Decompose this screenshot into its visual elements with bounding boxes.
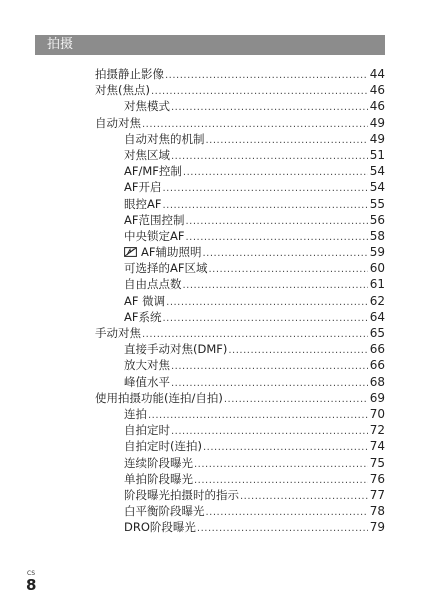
toc-entry-label <box>124 244 201 260</box>
toc-page-number: 69 <box>369 390 385 405</box>
toc-entry[interactable] <box>95 131 385 147</box>
toc-entry-label <box>124 309 161 325</box>
toc-page-number: 74 <box>369 439 385 454</box>
toc-entry-label <box>124 98 170 114</box>
toc-entry[interactable] <box>95 438 385 454</box>
section-header <box>35 35 385 55</box>
toc-page-number: 58 <box>369 228 385 243</box>
toc-entry[interactable] <box>95 147 385 163</box>
toc-entry-text: AF 微调 <box>124 293 166 308</box>
toc-page-number: 75 <box>369 455 385 470</box>
toc-dot-leader <box>202 246 367 262</box>
toc-entry-text: 自动对焦 <box>95 115 141 130</box>
toc-entry-label <box>124 276 182 292</box>
toc-dot-leader <box>162 198 367 214</box>
toc-dot-leader <box>206 505 368 521</box>
toc-entry-text: 对焦(焦点) <box>95 83 150 98</box>
toc-entry[interactable] <box>95 406 385 422</box>
toc-dot-leader <box>171 359 368 375</box>
toc-page-number: 66 <box>369 342 385 357</box>
toc-entry[interactable] <box>95 66 385 82</box>
toc-entry-text: 放大对焦 <box>124 358 170 373</box>
toc-entry-text: AF范围控制 <box>124 212 185 227</box>
toc-page-number: 44 <box>369 67 385 81</box>
toc-dot-leader <box>208 262 367 278</box>
toc-entry-text: AF系统 <box>124 309 162 324</box>
toc-page-number: 60 <box>369 261 385 276</box>
toc-entry[interactable] <box>95 244 385 260</box>
toc-dot-leader <box>183 278 368 294</box>
toc-entry-label <box>124 163 182 179</box>
flash-off-icon <box>124 247 137 257</box>
toc-page-number: 56 <box>369 212 385 227</box>
toc-entry-label <box>124 147 170 163</box>
toc-entry-label <box>124 341 227 357</box>
toc-entry[interactable] <box>95 228 385 244</box>
toc-page-number: 78 <box>369 504 385 519</box>
toc-dot-leader <box>185 230 367 246</box>
toc-page-number: 64 <box>369 309 385 324</box>
toc-entry-text: AF辅助照明 <box>141 245 202 260</box>
toc-page-number: 51 <box>369 147 385 162</box>
toc-entry[interactable] <box>95 422 385 438</box>
toc-entry-text: 峰值水平 <box>124 374 170 389</box>
toc-entry-label <box>95 325 141 341</box>
toc-page-number: 72 <box>369 423 385 438</box>
toc-entry-label <box>95 82 150 98</box>
toc-dot-leader <box>148 408 368 424</box>
toc-entry-label <box>124 503 205 519</box>
toc-entry-text: 自动对焦的机制 <box>124 131 205 146</box>
toc-page-number: 77 <box>369 487 385 502</box>
toc-dot-leader <box>171 100 368 116</box>
toc-entry-label <box>124 471 193 487</box>
toc-dot-leader <box>228 343 367 359</box>
toc-entry[interactable] <box>95 115 385 131</box>
toc-entry-label <box>124 293 165 309</box>
toc-entry-text: 手动对焦 <box>95 326 141 340</box>
toc-entry-label <box>124 374 170 390</box>
toc-entry[interactable] <box>95 357 385 373</box>
toc-page-number: 54 <box>369 180 385 195</box>
toc-entry-text: 自拍定时(连拍) <box>124 439 202 454</box>
toc-entry-label <box>124 519 196 535</box>
toc-page-number: 49 <box>369 131 385 146</box>
toc-entry[interactable] <box>95 260 385 276</box>
toc-entry-text: 连续阶段曝光 <box>124 455 193 470</box>
toc-dot-leader <box>206 133 368 149</box>
toc-dot-leader <box>165 68 368 84</box>
toc-dot-leader <box>185 214 367 230</box>
language-code: CS <box>27 570 35 577</box>
toc-entry-text: 自由点点数 <box>124 277 182 292</box>
toc-entry-label <box>124 422 170 438</box>
toc-entry[interactable] <box>95 196 385 212</box>
toc-entry[interactable] <box>95 98 385 114</box>
toc-page-number: 62 <box>369 293 385 308</box>
toc-page-number: 79 <box>369 520 385 535</box>
toc-dot-leader <box>240 489 368 505</box>
toc-page-number: 59 <box>369 245 385 260</box>
toc-page-number: 61 <box>369 277 385 292</box>
toc-entry-text: 连拍 <box>124 406 147 421</box>
toc-entry-label <box>95 390 223 406</box>
toc-entry-label <box>124 228 184 244</box>
toc-entry-text: 对焦模式 <box>124 99 170 114</box>
toc-dot-leader <box>162 181 367 197</box>
toc-entry-text: 拍摄静止影像 <box>95 67 164 81</box>
toc-entry-label <box>95 115 141 131</box>
table-of-contents <box>95 66 385 535</box>
toc-entry[interactable] <box>95 374 385 390</box>
toc-dot-leader <box>171 149 368 165</box>
toc-entry-label <box>124 406 147 422</box>
toc-dot-leader <box>194 457 368 473</box>
toc-entry[interactable] <box>95 325 385 341</box>
toc-entry[interactable] <box>95 519 385 535</box>
toc-entry[interactable] <box>95 82 385 98</box>
section-title: 拍摄 <box>47 37 74 52</box>
toc-entry-text: 自拍定时 <box>124 423 170 438</box>
toc-entry[interactable] <box>95 471 385 487</box>
toc-dot-leader <box>151 84 368 100</box>
toc-page-number: 46 <box>369 83 385 98</box>
toc-dot-leader <box>203 440 368 456</box>
toc-entry-text: 中央锁定AF <box>124 228 185 243</box>
toc-entry-label <box>95 66 164 82</box>
toc-entry[interactable] <box>95 163 385 179</box>
toc-entry[interactable] <box>95 341 385 357</box>
toc-entry[interactable] <box>95 390 385 406</box>
toc-entry-label <box>124 179 161 195</box>
toc-entry-label <box>124 487 239 503</box>
toc-entry-text: 白平衡阶段曝光 <box>124 504 205 519</box>
toc-entry-text: AF开启 <box>124 180 162 195</box>
toc-page-number: 68 <box>369 374 385 389</box>
toc-entry-label <box>124 438 202 454</box>
toc-entry[interactable] <box>95 455 385 471</box>
toc-entry-text: 单拍阶段曝光 <box>124 471 193 486</box>
toc-dot-leader <box>183 165 368 181</box>
toc-entry[interactable] <box>95 293 385 309</box>
toc-page-number: 49 <box>369 115 385 130</box>
toc-entry-text: 对焦区域 <box>124 147 170 162</box>
toc-page-number: 76 <box>369 471 385 486</box>
toc-page-number: 70 <box>369 406 385 421</box>
toc-entry-label <box>124 260 207 276</box>
toc-entry[interactable] <box>95 487 385 503</box>
toc-page-number: 54 <box>369 164 385 179</box>
toc-entry[interactable] <box>95 179 385 195</box>
toc-page-number: 66 <box>369 358 385 373</box>
toc-entry[interactable] <box>95 503 385 519</box>
toc-page-number: 46 <box>369 99 385 114</box>
toc-entry-text: DRO阶段曝光 <box>124 520 196 535</box>
toc-dot-leader <box>224 392 368 408</box>
page-number: 8 <box>26 576 37 594</box>
toc-entry-text: AF/MF控制 <box>124 164 182 179</box>
toc-entry-label <box>124 455 193 471</box>
toc-entry[interactable] <box>95 309 385 325</box>
toc-entry-text: 使用拍摄功能(连拍/自拍) <box>95 390 223 405</box>
toc-entry-text: 阶段曝光拍摄时的指示 <box>124 487 239 502</box>
toc-page-number: 55 <box>369 196 385 211</box>
toc-dot-leader <box>166 295 368 311</box>
toc-dot-leader <box>197 521 368 537</box>
toc-dot-leader <box>162 311 367 327</box>
toc-entry-label <box>124 196 161 212</box>
toc-entry[interactable] <box>95 212 385 228</box>
toc-entry-label <box>124 131 205 147</box>
toc-page-number: 65 <box>369 326 385 340</box>
toc-entry-text: 直接手动对焦(DMF) <box>124 342 228 357</box>
toc-entry-label <box>124 212 184 228</box>
toc-entry-text: 可选择的AF区域 <box>124 261 208 276</box>
toc-entry[interactable] <box>95 276 385 292</box>
toc-entry-text: 眼控AF <box>124 196 162 211</box>
toc-entry-label <box>124 357 170 373</box>
